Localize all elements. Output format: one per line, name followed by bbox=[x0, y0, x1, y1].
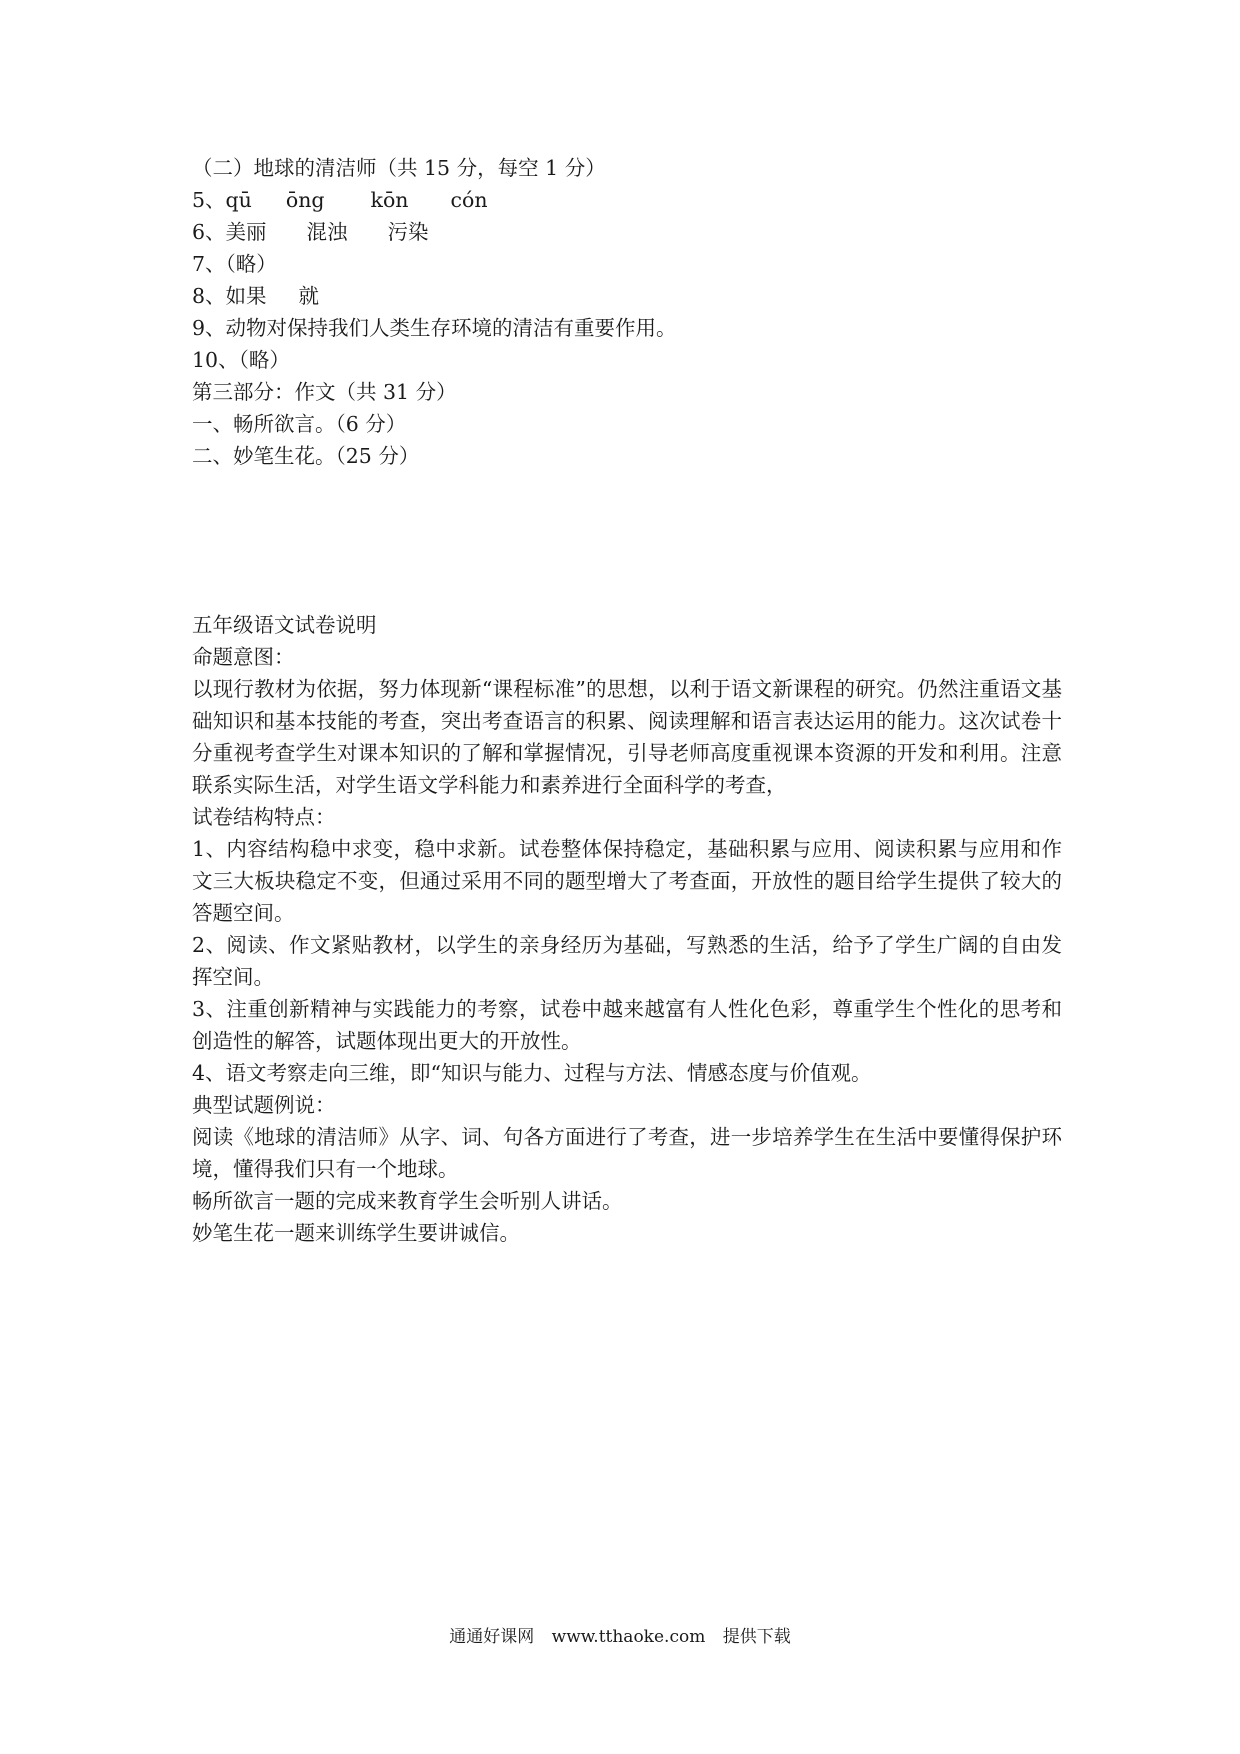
structure-point-4: 4、语文考察走向三维，即“知识与能力、过程与方法、情感态度与价值观。 bbox=[192, 1061, 872, 1085]
example-2: 畅所欲言一题的完成来教育学生会听别人讲话。 bbox=[192, 1189, 623, 1213]
part-three-heading: 第三部分：作文（共 31 分） bbox=[192, 380, 457, 404]
intent-heading: 命题意图： bbox=[192, 645, 295, 669]
answer-10: 10、（略） bbox=[192, 348, 290, 372]
page-footer bbox=[0, 1625, 1240, 1649]
structure-point-2: 2、阅读、作文紧贴教材，以学生的亲身经历为基础，写熟悉的生活，给予了学生广阔的自由发挥空间。 bbox=[192, 933, 1062, 989]
structure-point-3: 3、注重创新精神与实践能力的考察，试卷中越来越富有人性化色彩，尊重学生个性化的思考和创造性的解答，试题体现出更大的开放性。 bbox=[192, 997, 1062, 1053]
exam-notes-section bbox=[192, 609, 1062, 1249]
answer-8: 8、如果 就 bbox=[192, 284, 320, 308]
answer-6: 6、美丽 混浊 污染 bbox=[192, 220, 429, 244]
composition-item-2: 二、妙笔生花。（25 分） bbox=[192, 444, 420, 468]
composition-item-1: 一、畅所欲言。（6 分） bbox=[192, 412, 407, 436]
answer-7: 7、（略） bbox=[192, 252, 277, 276]
answer-5: 5、qū ōng kōn cón bbox=[192, 188, 488, 212]
structure-point-1: 1、内容结构稳中求变，稳中求新。试卷整体保持稳定，基础积累与应用、阅读积累与应用和作文三大板块稳定不变，但通过采用不同的题型增大了考查面，开放性的题目给学生提供了较大的答题空间。 bbox=[192, 837, 1062, 925]
intent-paragraph: 以现行教材为依据，努力体现新“课程标准”的思想，以利于语文新课程的研究。仍然注重语文基础知识和基本技能的考查，突出考查语言的积累、阅读理解和语言表达运用的能力。这次试卷十分重视考查学生对课本知识的了解和掌握情况，引导老师高度重视课本资源的开发和利用。注意联系实际生活，对学生语文学科能力和素养进行全面科学的考查， bbox=[192, 677, 1062, 797]
example-heading: 典型试题例说： bbox=[192, 1093, 336, 1117]
structure-heading: 试卷结构特点： bbox=[192, 805, 336, 829]
example-1: 阅读《地球的清洁师》从字、词、句各方面进行了考查，进一步培养学生在生活中要懂得保护环境，懂得我们只有一个地球。 bbox=[192, 1125, 1062, 1181]
footer-url[interactable]: www.tthaoke.com bbox=[551, 1627, 706, 1647]
footer-site-name: 通通好课网 bbox=[449, 1627, 535, 1647]
section-title: （二）地球的清洁师（共 15 分，每空 1 分） bbox=[192, 156, 606, 180]
footer-suffix: 提供下载 bbox=[722, 1627, 791, 1647]
answer-9: 9、动物对保持我们人类生存环境的清洁有重要作用。 bbox=[192, 316, 677, 340]
example-3: 妙笔生花一题来训练学生要讲诚信。 bbox=[192, 1221, 520, 1245]
answer-key-section bbox=[192, 152, 1062, 472]
notes-title: 五年级语文试卷说明 bbox=[192, 613, 377, 637]
